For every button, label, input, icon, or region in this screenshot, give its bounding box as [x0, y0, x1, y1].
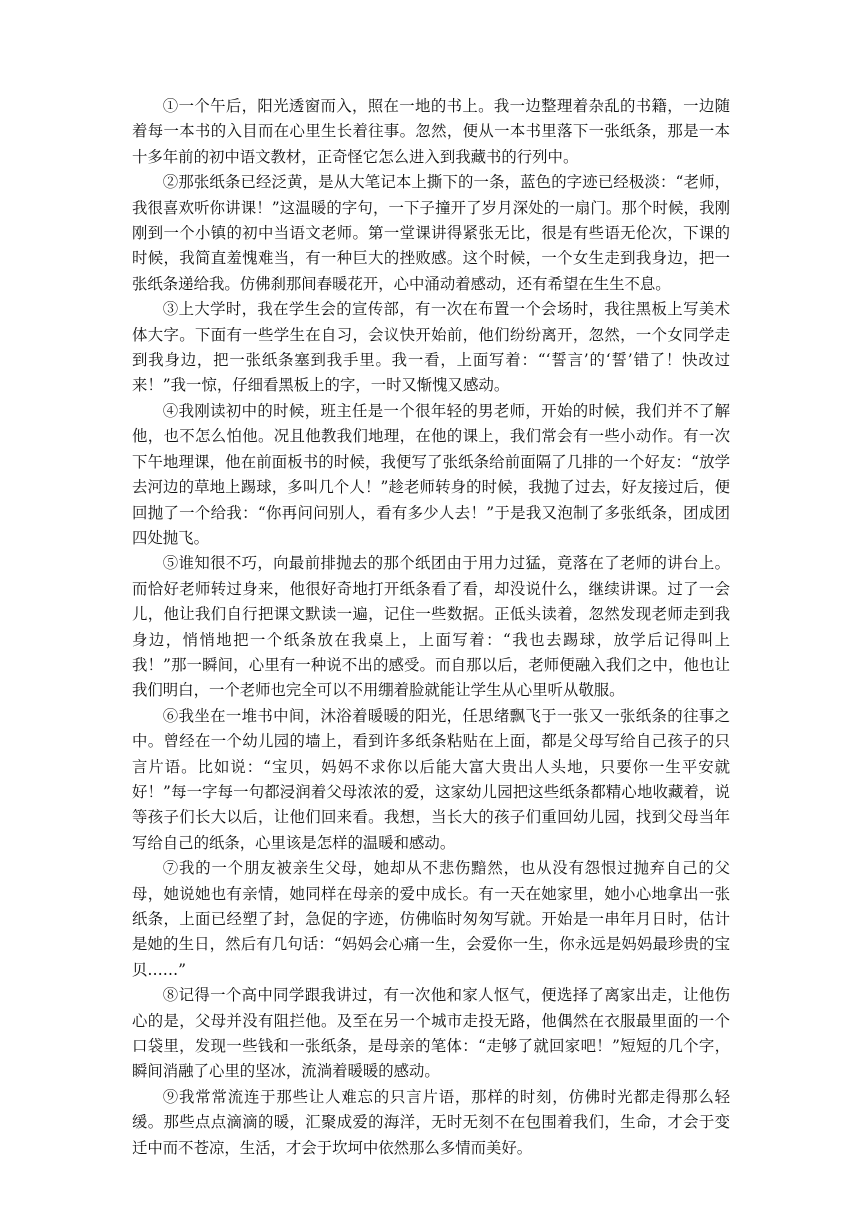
paragraph-7: ⑦我的一个朋友被亲生父母，她却从不悲伤黯然，也从没有怨恨过抛弃自己的父母，她说她也有亲情，她同样在母亲的爱中成长。有一天在她家里，她小心地拿出一张纸条，上面已经塑了封，急促的字迹，仿佛临时匆匆写就。开始是一串年月日时，估计是她的生日，然后有几句话：“妈妈会心痛一生，会爱你一生，你永远是妈妈最珍贵的宝贝……” — [132, 859, 730, 979]
paragraph-4: ④我刚读初中的时候，班主任是一个很年轻的男老师，开始的时候，我们并不了解他，也不怎么怕他。况且他教我们地理，在他的课上，我们常会有一些小动作。有一次下午地理课，他在前面板书的时候，我便写了张纸条给前面隔了几排的一个好友：“放学去河边的草地上踢球，多叫几个人！”趁老师转身的时候，我抛了过去，好友接过后，便回抛了一个给我：“你再问问别人，看有多少人去！”于是我又泡制了多张纸条，团成团四处抛飞。 — [132, 401, 730, 547]
paragraph-6: ⑥我坐在一堆书中间，沐浴着暖暖的阳光，任思绪飘飞于一张又一张纸条的往事之中。曾经在一个幼儿园的墙上，看到许多纸条粘贴在上面，都是父母写给自己孩子的只言片语。比如说：“宝贝，妈妈不求你以后能大富大贵出人头地，只要你一生平安就好！”每一字每一句都浸润着父母浓浓的爱，这家幼儿园把这些纸条都精心地收藏着，说等孩子们长大以后，让他们回来看。我想，当长大的孩子们重回幼儿园，找到父母当年写给自己的纸条，心里该是怎样的温暖和感动。 — [132, 706, 730, 852]
paragraph-9: ⑨我常常流连于那些让人难忘的只言片语，那样的时刻，仿佛时光都走得那么轻缓。那些点点滴滴的暖，汇聚成爱的海洋，无时无刻不在包围着我们，生命，才会于变迁中而不苍凉，生活，才会于坎坷中依然那么多情而美好。 — [132, 1087, 730, 1157]
paragraph-5: ⑤谁知很不巧，向最前排抛去的那个纸团由于用力过猛，竟落在了老师的讲台上。而恰好老师转过身来，他很好奇地打开纸条看了看，却没说什么，继续讲课。过了一会儿，他让我们自行把课文默读一遍，记住一些数据。正低头读着，忽然发现老师走到我身边，悄悄地把一个纸条放在我桌上，上面写着：“我也去踢球，放学后记得叫上我！”那一瞬间，心里有一种说不出的感受。而自那以后，老师便融入我们之中，他也让我们明白，一个老师也完全可以不用绷着脸就能让学生从心里听从敬服。 — [132, 554, 730, 700]
paragraph-2: ②那张纸条已经泛黄，是从大笔记本上撕下的一条，蓝色的字迹已经极淡：“老师，我很喜欢听你讲课！”这温暖的字句，一下子撞开了岁月深处的一扇门。那个时候，我刚刚到一个小镇的初中当语文老师。第一堂课讲得紧张无比，很是有些语无伦次，下课的时候，我简直羞愧难当，有一种巨大的挫败感。这个时候，一个女生走到我身边，把一张纸条递给我。仿佛刹那间春暖花开，心中涌动着感动，还有希望在生生不息。 — [132, 173, 730, 293]
document-body — [132, 94, 730, 1161]
paragraph-1: ①一个午后，阳光透窗而入，照在一地的书上。我一边整理着杂乱的书籍，一边随着每一本书的入目而在心里生长着往事。忽然，便从一本书里落下一张纸条，那是一本十多年前的初中语文教材，正奇怪它怎么进入到我藏书的行列中。 — [132, 97, 730, 166]
paragraph-8: ⑧记得一个高中同学跟我讲过，有一次他和家人怄气，便选择了离家出走，让他伤心的是，父母并没有阻拦他。及至在另一个城市走投无路，他偶然在衣服最里面的一个口袋里，发现一些钱和一张纸条，是母亲的笔体：“走够了就回家吧！”短短的几个字，瞬间消融了心里的坚冰，流淌着暖暖的感动。 — [132, 986, 730, 1081]
paragraph-3: ③上大学时，我在学生会的宣传部，有一次在布置一个会场时，我往黑板上写美术体大字。下面有一些学生在自习，会议快开始前，他们纷纷离开，忽然，一个女同学走到我身边，把一张纸条塞到我手里。我一看，上面写着：“‘誓言’的‘誓’错了！快改过来！”我一惊，仔细看黑板上的字，一时又惭愧又感动。 — [132, 300, 730, 395]
